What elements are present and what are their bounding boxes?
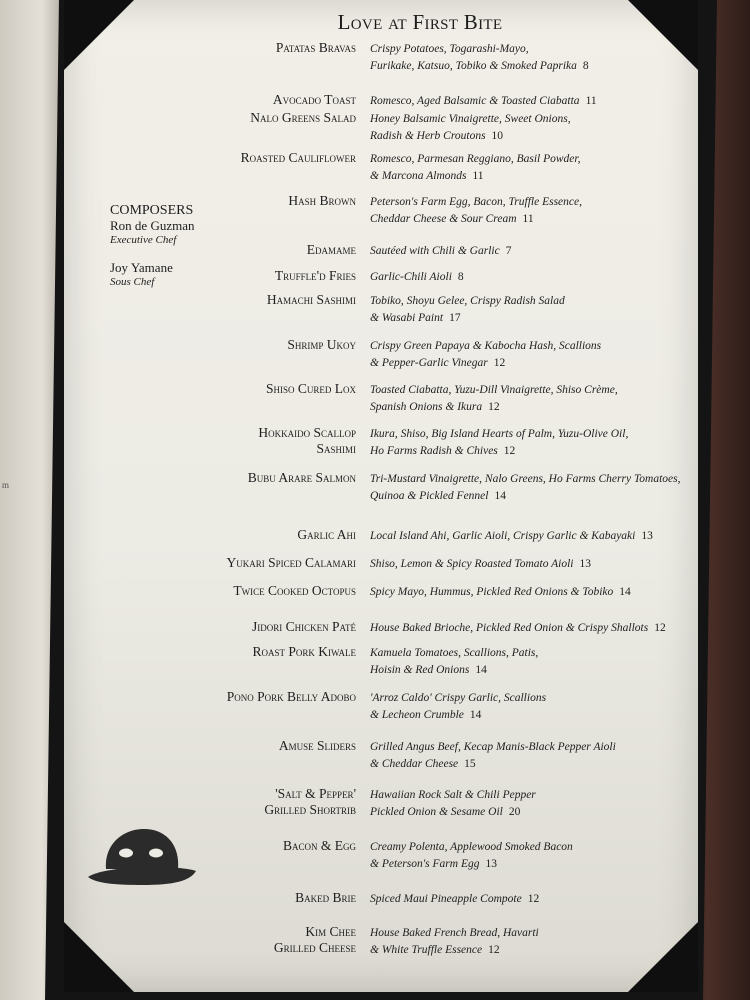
menu-item-price: 20 (508, 806, 521, 818)
menu-item-price: 14 (469, 709, 482, 721)
chef-name: Ron de Guzman (110, 218, 195, 233)
menu-item-description (370, 924, 692, 959)
menu-item-price: 13 (579, 558, 591, 570)
menu-item (14, 619, 692, 637)
menu-item-price: 12 (488, 401, 500, 413)
menu-item (14, 381, 692, 416)
menu-item (14, 110, 692, 145)
menu-item-description-text: Shiso, Lemon & Spicy Roasted Tomato Aioli (370, 558, 574, 570)
menu-item-description-text: Local Island Ahi, Garlic Aioli, Crispy Garlic & Kabayaki (370, 530, 636, 542)
menu-item-price: 7 (505, 245, 512, 257)
menu-item-name: Truffle'd Fries (274, 268, 356, 283)
menu-title: Love at First Bite (337, 10, 503, 34)
menu-item-name: Baked Brie (295, 890, 356, 905)
menu-item-name: Shiso Cured Lox (265, 381, 356, 396)
menu-item-name: Hokkaido Scallop Sashimi (258, 425, 356, 456)
menu-item-description (370, 619, 692, 637)
menu-item-description (370, 268, 692, 286)
menu-item-price: 11 (472, 170, 484, 182)
menu-item-description (370, 193, 692, 228)
menu-item-name: Jidori Chicken Paté (251, 619, 356, 634)
menu-item-description (370, 337, 692, 372)
menu-item-price: 8 (457, 271, 464, 283)
menu-item (14, 924, 692, 959)
menu-item-price: 10 (491, 130, 504, 142)
menu-item-name: Garlic Ahi (297, 527, 356, 542)
chef-role: Sous Chef (110, 276, 155, 288)
menu-item-price: 13 (641, 530, 653, 542)
menu-item-price: 12 (503, 445, 516, 457)
menu-item-description-text: House Baked Brioche, Pickled Red Onion & Crispy Shallots (370, 622, 649, 634)
menu-item-name: Hash Brown (288, 193, 356, 208)
menu-item-price: 12 (488, 944, 500, 956)
menu-item-description (370, 555, 692, 573)
menu-item-description (370, 890, 692, 908)
menu-item-description-text: Honey Balsamic Vinaigrette, Sweet Onions, Radish & Herb Croutons (370, 113, 571, 142)
menu-item (14, 738, 692, 773)
menu-item (14, 890, 692, 908)
menu-item-name: Bacon & Egg (282, 838, 356, 853)
menu-item-price: 17 (449, 312, 461, 324)
menu-item-description-text: Peterson's Farm Egg, Bacon, Truffle Essence, Cheddar Cheese & Sour Cream (370, 196, 582, 225)
menu-item (14, 40, 692, 75)
menu-item-name: Bubu Arare Salmon (247, 470, 356, 485)
menu-item-price: 14 (494, 490, 506, 502)
menu-item-description-text: Hawaiian Rock Salt & Chili Pepper Pickled Onion & Sesame Oil (370, 789, 536, 818)
back-page-text-fragment: m (2, 480, 10, 490)
menu-item-price: 11 (522, 213, 534, 225)
menu-item-description (370, 786, 692, 821)
menu-item-description-text: Romesco, Aged Balsamic & Toasted Ciabatta (370, 95, 580, 107)
menu-item-name: Yukari Spiced Calamari (226, 555, 356, 570)
menu-item-price: 13 (485, 858, 497, 870)
menu-item-name: Patatas Bravas (275, 40, 356, 55)
menu-item (14, 268, 692, 286)
menu-item-name: Nalo Greens Salad (250, 110, 356, 125)
menu-item (14, 193, 692, 228)
menu-item-description-text: Crispy Potatoes, Togarashi-Mayo, Furikake, Katsuo, Tobiko & Smoked Paprika (370, 43, 577, 72)
menu-item-name: Avocado Toast (272, 92, 356, 107)
menu-item-description (370, 110, 692, 145)
menu-item-description (370, 527, 692, 545)
menu-item-name: Twice Cooked Octopus (233, 583, 356, 598)
bowler-hat-icon (86, 825, 198, 889)
menu-item-name: Roasted Cauliflower (240, 150, 356, 165)
composers-heading: COMPOSERS (110, 203, 194, 218)
menu-item (14, 786, 692, 821)
menu-item-description-text: Spicy Mayo, Hummus, Pickled Red Onions & Tobiko (370, 586, 614, 598)
menu-item-description-text: Tri-Mustard Vinaigrette, Nalo Greens, Ho Farms Cherry Tomatoes, Quinoa & Pickled Fennel (370, 473, 681, 502)
menu-item-price: 12 (654, 622, 666, 634)
menu-item-description-text: Garlic-Chili Aioli (370, 271, 452, 283)
menu-item-description-text: Toasted Ciabatta, Yuzu-Dill Vinaigrette, Shiso Crème, Spanish Onions & Ikura (370, 384, 618, 413)
menu-item-price: 11 (585, 95, 597, 107)
menu-item (14, 689, 692, 724)
menu-item-price: 12 (493, 357, 506, 369)
menu-item-name: Pono Pork Belly Adobo (226, 689, 356, 704)
menu-item-description (370, 242, 692, 260)
menu-item-description-text: Tobiko, Shoyu Gelee, Crispy Radish Salad & Wasabi Paint (370, 295, 565, 324)
menu-item-description-text: Sautéed with Chili & Garlic (370, 245, 500, 257)
menu-item-name: Hamachi Sashimi (266, 292, 356, 307)
menu-item (14, 644, 692, 679)
menu-item-description (370, 470, 692, 505)
menu-item (14, 337, 692, 372)
menu-item (14, 150, 692, 185)
menu-item-name: Kim Chee Grilled Cheese (273, 924, 356, 955)
menu-item-name: Roast Pork Kiwale (252, 644, 356, 659)
menu-item-description (370, 583, 692, 601)
menu-item-description-text: House Baked French Bread, Havarti & White Truffle Essence (370, 927, 539, 956)
menu-item-name: Shrimp Ukoy (287, 337, 356, 352)
menu-item (14, 470, 692, 505)
menu-item-description (370, 644, 692, 679)
menu-item-description-text: Romesco, Parmesan Reggiano, Basil Powder, & Marcona Almonds (370, 153, 581, 182)
menu-item-description (370, 150, 692, 185)
menu-item-name: 'Salt & Pepper' Grilled Shortrib (264, 786, 356, 817)
chef-role: Executive Chef (110, 234, 177, 246)
menu-item-description (370, 92, 692, 110)
menu-item (14, 92, 692, 110)
menu-item-name: Edamame (306, 242, 356, 257)
menu-item-description-text: Creamy Polenta, Applewood Smoked Bacon & Peterson's Farm Egg (370, 841, 573, 870)
menu-item-description-text: Crispy Green Papaya & Kabocha Hash, Scallions & Pepper-Garlic Vinegar (370, 340, 602, 369)
menu-item (14, 292, 692, 327)
menu-item (14, 583, 692, 601)
chef-name: Joy Yamane (110, 260, 173, 275)
menu-item-description-text: Ikura, Shiso, Big Island Hearts of Palm, Yuzu-Olive Oil, Ho Farms Radish & Chives (370, 428, 629, 457)
menu-item-description (370, 381, 692, 416)
menu-item-description-text: Grilled Angus Beef, Kecap Manis-Black Pepper Aioli & Cheddar Cheese (370, 741, 616, 770)
menu-item (14, 425, 692, 460)
menu-item-price: 15 (464, 758, 476, 770)
menu-item-description-text: Kamuela Tomatoes, Scallions, Patis, Hoisin & Red Onions (370, 647, 539, 676)
menu-item-price: 8 (582, 60, 589, 72)
menu-item (14, 555, 692, 573)
menu-item-description (370, 40, 692, 75)
menu-item-price: 14 (475, 664, 487, 676)
menu-item-name: Amuse Sliders (278, 738, 356, 753)
menu-item-description (370, 738, 692, 773)
menu-item-description-text: Spiced Maui Pineapple Compote (370, 893, 522, 905)
menu-item-description-text: 'Arroz Caldo' Crispy Garlic, Scallions & Lecheon Crumble (370, 692, 547, 721)
menu-item-description (370, 292, 692, 327)
menu-item-description (370, 425, 692, 460)
menu-item (14, 527, 692, 545)
menu-item-description (370, 838, 692, 873)
menu-item (14, 242, 692, 260)
menu-item-description (370, 689, 692, 724)
menu-item-price: 12 (527, 893, 540, 905)
menu-item-price: 14 (619, 586, 631, 598)
